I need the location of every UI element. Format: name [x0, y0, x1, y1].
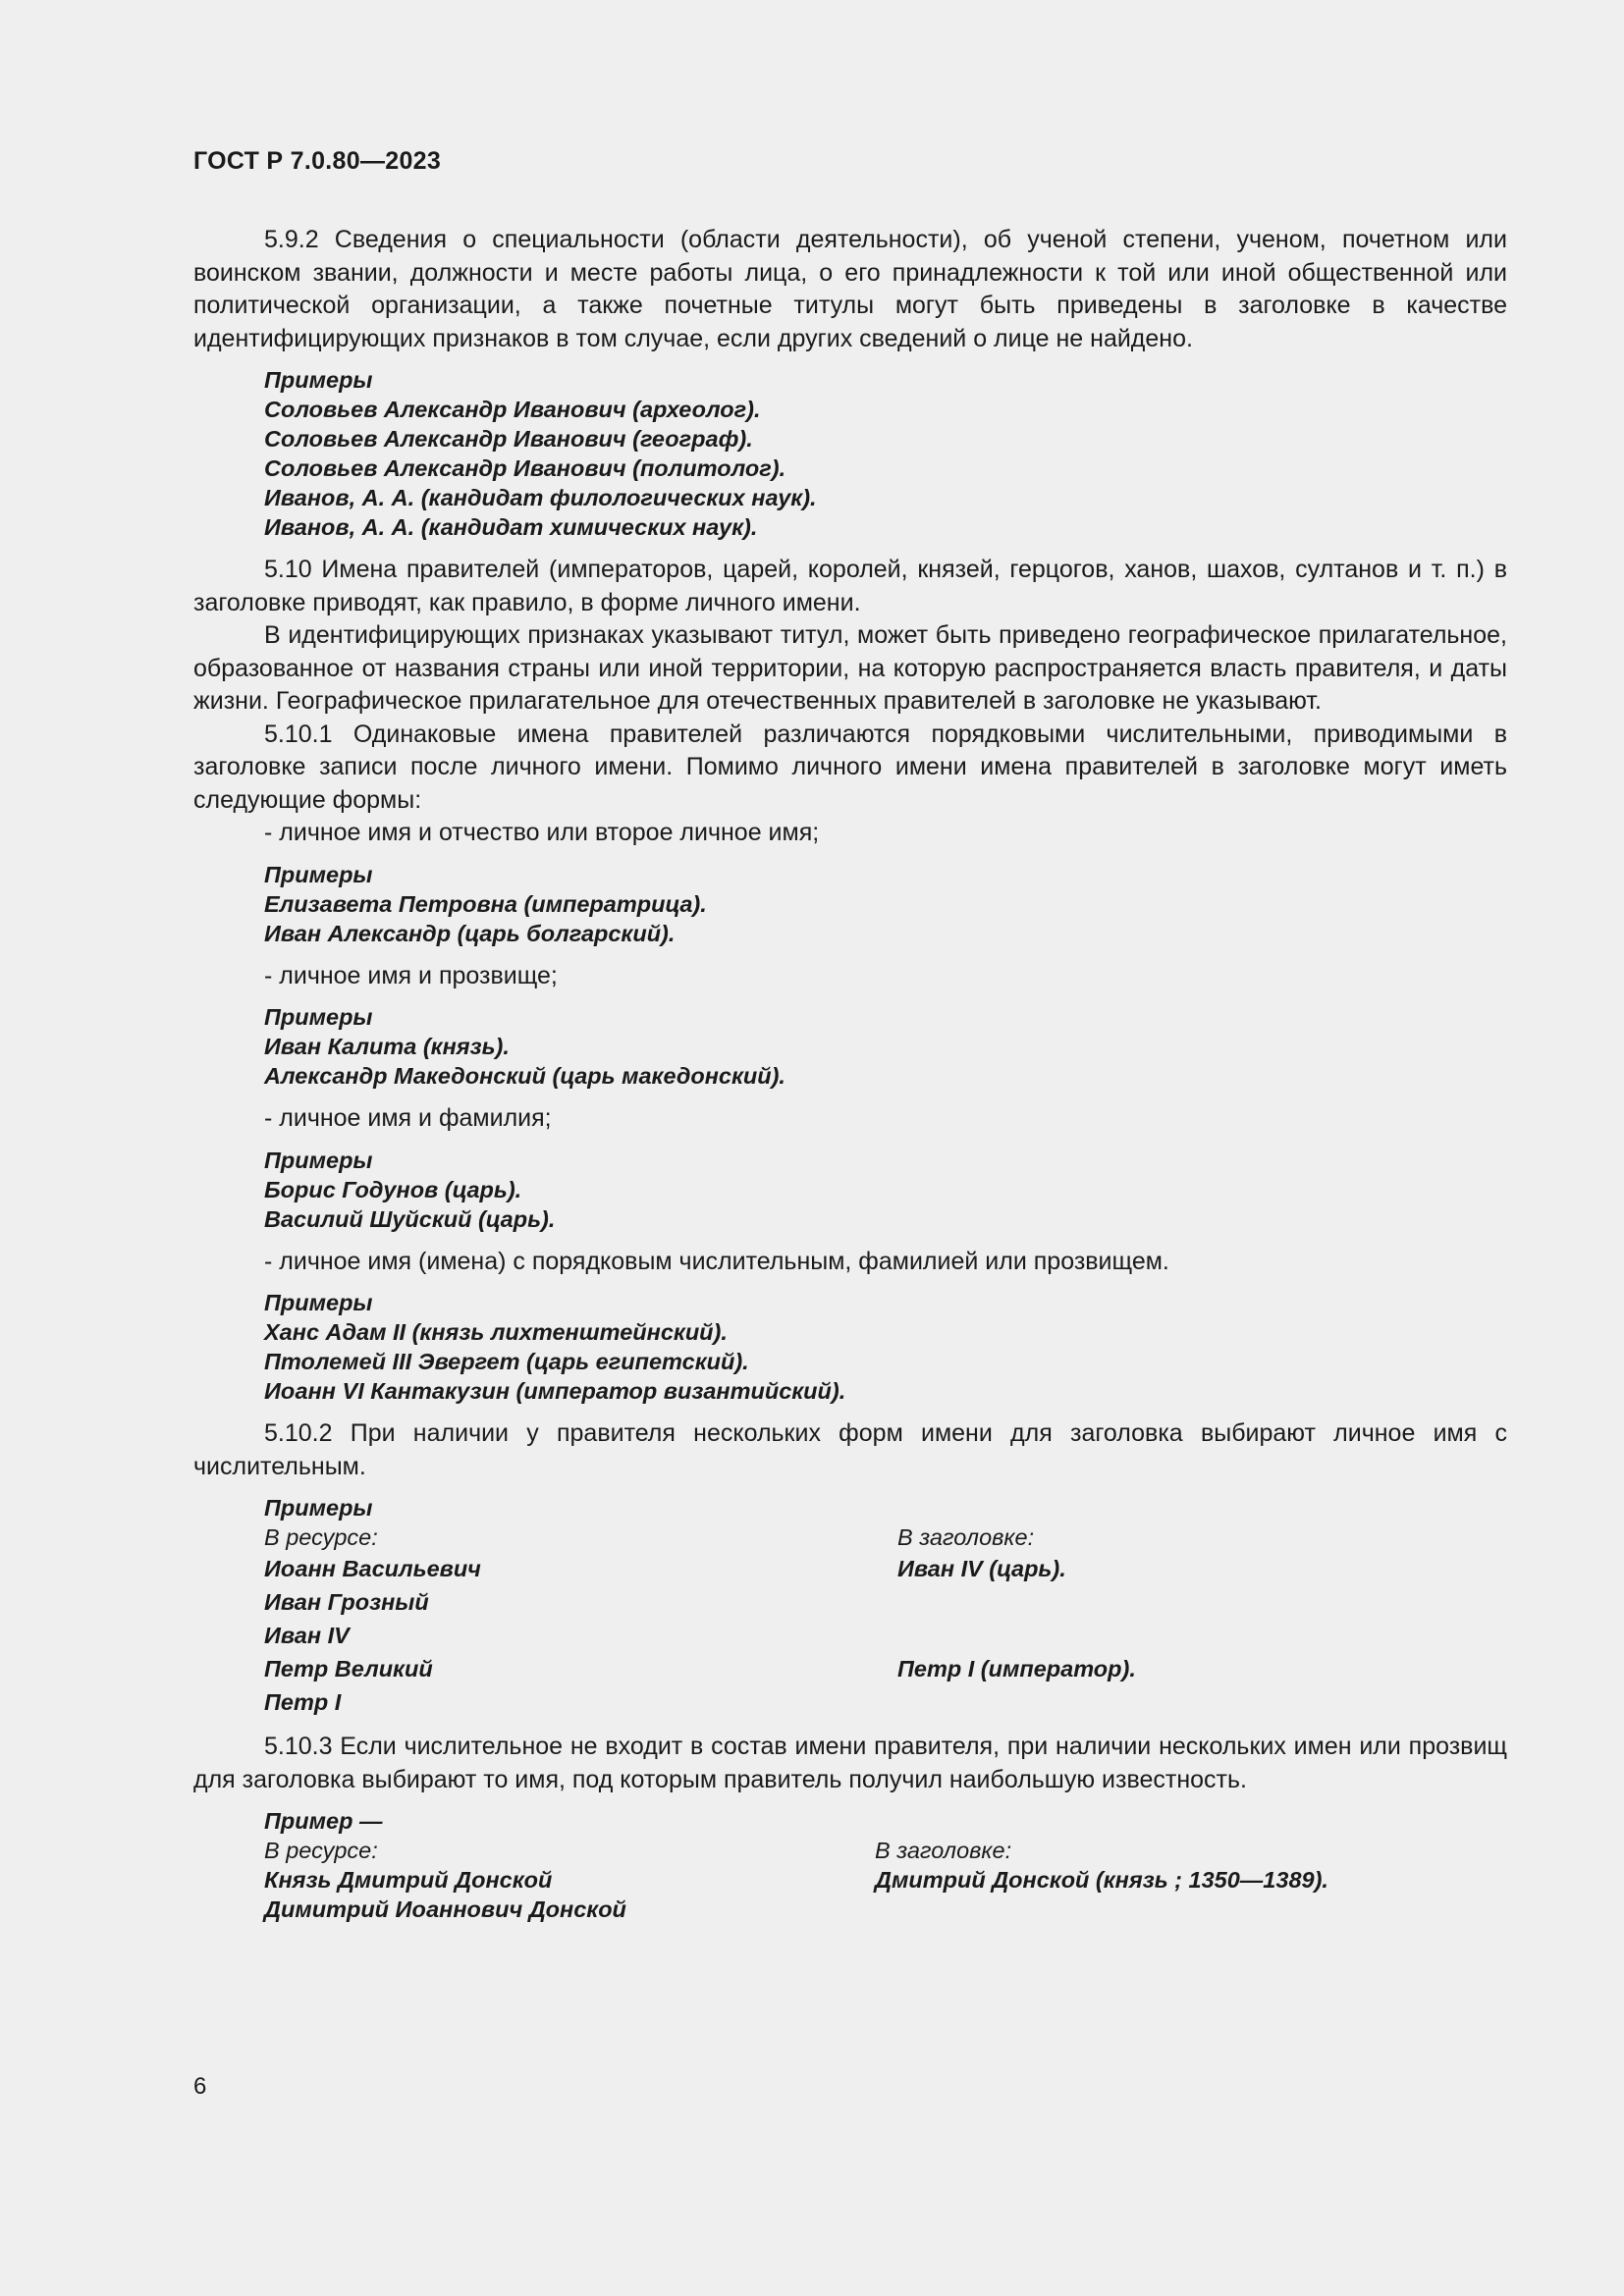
column-label-resource: В ресурсе: — [264, 1524, 378, 1550]
examples-label: Примеры — [264, 1495, 373, 1521]
list-item-dash: - личное имя и прозвище; — [264, 961, 558, 989]
example-item: Василий Шуйский (царь). — [264, 1205, 556, 1232]
examples-label: Примеры — [264, 1004, 373, 1030]
table-cell: Дмитрий Донской (князь ; 1350—1389). — [875, 1867, 1328, 1893]
example-item: Александр Македонский (царь македонский). — [264, 1063, 785, 1089]
example-item: Иванов, А. А. (кандидат химических наук). — [264, 514, 758, 540]
column-label-resource: В ресурсе: — [264, 1838, 378, 1863]
document-body — [193, 224, 1507, 1936]
resource-names — [264, 1865, 875, 1924]
table-cell: Иван Грозный — [264, 1589, 429, 1615]
page-number: 6 — [193, 2073, 207, 2100]
example-item: Ханс Адам II (князь лихтенштейнский). — [264, 1319, 728, 1345]
table-cell — [897, 1585, 1507, 1619]
table-cell: Иоанн Васильевич — [264, 1556, 481, 1581]
list-item-dash: - личное имя и фамилия; — [264, 1104, 552, 1132]
examples-block — [264, 1288, 1507, 1406]
example-item: Соловьев Александр Иванович (политолог). — [264, 455, 786, 481]
paragraph-5-10-identifiers: В идентифицирующих признаках указывают титул, может быть приведено географическое прилагательное, образованное от названия страны или иной территории, на которую распространяется власть правителя, и даты жизни. Географическое прилагательное для отечественных правителей в заголовке не указывают. — [193, 621, 1507, 715]
paragraph-5-10-1: 5.10.1 Одинаковые имена правителей различаются порядковыми числительными, приводимыми в заголовке записи после личного имени. Помимо личного имени имена правителей в заголовке могут иметь следующие формы: — [193, 720, 1507, 814]
examples-table — [264, 1522, 1507, 1719]
examples-block-5-10-3 — [264, 1806, 1507, 1924]
table-cell: Димитрий Иоаннович Донской — [264, 1896, 626, 1922]
standard-header: ГОСТ Р 7.0.80—2023 — [193, 147, 442, 175]
example-item: Борис Годунов (царь). — [264, 1176, 522, 1202]
example-item: Птолемей III Эвергет (царь египетский). — [264, 1349, 749, 1374]
table-cell: Иван IV (царь). — [897, 1556, 1066, 1581]
example-item: Иванов, А. А. (кандидат филологических наук). — [264, 485, 817, 510]
examples-label: Примеры — [264, 1147, 373, 1173]
column-label-heading: В заголовке: — [875, 1838, 1012, 1863]
example-label: Пример — — [264, 1808, 383, 1834]
table-cell: Петр Великий — [264, 1656, 433, 1682]
examples-block — [264, 860, 1507, 948]
list-item-dash: - личное имя (имена) с порядковым числительным, фамилией или прозвищем. — [264, 1247, 1169, 1275]
table-cell: Петр I (император). — [897, 1656, 1136, 1682]
paragraph-5-10-3: 5.10.3 Если числительное не входит в состав имени правителя, при наличии нескольких имен или прозвищ для заголовка выбирают то имя, под которым правитель получил наибольшую известность. — [193, 1733, 1507, 1793]
paragraph-5-10-2: 5.10.2 При наличии у правителя нескольких форм имени для заголовка выбирают личное имя с числительным. — [193, 1419, 1507, 1480]
column-label-heading: В заголовке: — [897, 1524, 1035, 1550]
example-item: Иоанн VI Кантакузин (император византийский). — [264, 1378, 846, 1404]
table-cell: Иван IV — [264, 1623, 350, 1648]
example-values — [264, 1865, 1507, 1924]
example-item: Соловьев Александр Иванович (археолог). — [264, 397, 761, 422]
list-item-dash: - личное имя и отчество или второе личное имя; — [264, 819, 820, 846]
paragraph-5-9-2: 5.9.2 Сведения о специальности (области деятельности), об ученой степени, ученом, почетном или воинском звании, должности и месте работы лица, о его принадлежности к той или иной общественной или политической организации, а также почетные титулы могут быть приведены в заголовке в качестве идентифицирующих признаков в том случае, если других сведений о лице не найдено. — [193, 226, 1507, 352]
examples-label: Примеры — [264, 861, 373, 887]
examples-label: Примеры — [264, 1290, 373, 1315]
table-cell — [897, 1685, 1507, 1719]
example-table — [264, 1836, 1507, 1865]
table-cell — [897, 1619, 1507, 1652]
examples-label: Примеры — [264, 367, 373, 393]
examples-block-5-10-2 — [264, 1493, 1507, 1719]
examples-block — [264, 1146, 1507, 1234]
examples-block — [264, 1002, 1507, 1091]
example-item: Иван Калита (князь). — [264, 1034, 510, 1059]
example-item: Соловьев Александр Иванович (географ). — [264, 426, 753, 452]
examples-block-5-9-2 — [264, 365, 1507, 542]
table-cell: Петр I — [264, 1689, 342, 1715]
table-cell: Князь Дмитрий Донской — [264, 1867, 553, 1893]
paragraph-5-10: 5.10 Имена правителей (императоров, царей, королей, князей, герцогов, ханов, шахов, султанов и т. п.) в заголовке приводят, как правило, в форме личного имени. — [193, 556, 1507, 616]
example-item: Елизавета Петровна (императрица). — [264, 890, 707, 917]
example-item: Иван Александр (царь болгарский). — [264, 920, 676, 946]
